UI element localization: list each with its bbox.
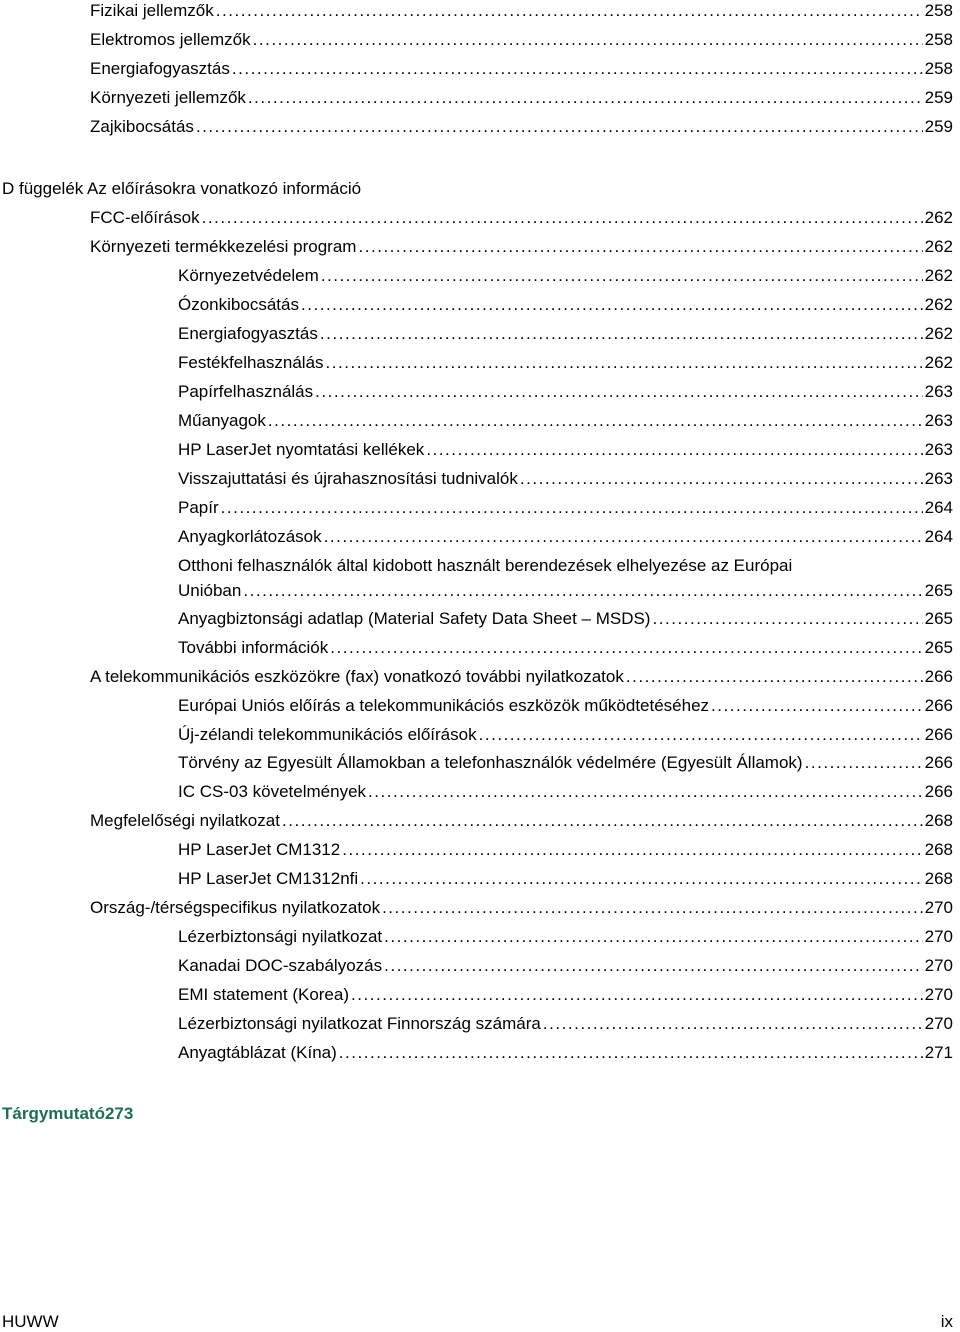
toc-entry[interactable]: [178, 410, 953, 431]
toc-entry-page: 266: [924, 753, 953, 772]
toc-leader-dots: [342, 839, 922, 860]
toc-entry-page: 271: [924, 1043, 953, 1062]
toc-entry-title: Papír: [178, 498, 219, 517]
toc-leader-dots: [320, 323, 923, 344]
toc-entry[interactable]: [178, 984, 953, 1005]
toc-entry-title: Környezetvédelem: [178, 266, 319, 285]
toc-entry-title: Új-zélandi telekommunikációs előírások: [178, 725, 477, 744]
chapter-heading[interactable]: D függelék Az előírásokra vonatkozó információ: [2, 179, 362, 198]
toc-entry[interactable]: [178, 497, 953, 518]
toc-entry-title: Lézerbiztonsági nyilatkozat Finnország számára: [178, 1014, 541, 1033]
toc-entry[interactable]: [90, 0, 953, 21]
toc-entry[interactable]: [178, 868, 953, 889]
toc-entry-title: Környezeti jellemzők: [90, 88, 246, 107]
toc-entry-page: 268: [924, 840, 953, 859]
toc-leader-dots: [384, 926, 923, 947]
toc-entry-page: 270: [924, 1014, 953, 1033]
toc-entry-page: 268: [924, 869, 953, 888]
toc-leader-dots: [339, 1042, 923, 1063]
toc-entry[interactable]: [90, 810, 953, 831]
toc-entry[interactable]: [178, 323, 953, 344]
toc-entry-title: Ózonkibocsátás: [178, 295, 299, 314]
toc-entry-title: Anyagtáblázat (Kína): [178, 1043, 337, 1062]
toc-entry[interactable]: [178, 439, 953, 460]
toc-entry[interactable]: [178, 637, 953, 658]
toc-entry[interactable]: [178, 781, 953, 802]
toc-entry[interactable]: [90, 116, 953, 137]
toc-entry-page: 263: [924, 411, 953, 430]
toc-leader-dots: [479, 724, 923, 745]
toc-entry[interactable]: [178, 468, 953, 489]
toc-entry-page: 264: [924, 527, 953, 546]
toc-entry[interactable]: [178, 352, 953, 373]
toc-entry-multiline[interactable]: [178, 555, 953, 601]
toc-entry-title: Anyagbiztonsági adatlap (Material Safety Data Sheet – MSDS): [178, 609, 651, 628]
toc-entry-title: Kanadai DOC-szabályozás: [178, 956, 383, 975]
toc-entry[interactable]: [178, 752, 953, 773]
toc-entry-title: Otthoni felhasználók által kidobott használt berendezések elhelyezése az Európai: [178, 556, 793, 575]
toc-entry-page: 263: [924, 469, 953, 488]
toc-leader-dots: [626, 666, 923, 687]
toc-entry-page: 258: [924, 30, 953, 49]
toc-entry[interactable]: [90, 207, 953, 228]
toc-entry-page: 265: [924, 638, 953, 657]
toc-entry[interactable]: [178, 839, 953, 860]
toc-entry-title: HP LaserJet CM1312nfi: [178, 869, 359, 888]
toc-leader-dots: [351, 984, 923, 1005]
toc-leader-dots: [282, 810, 923, 831]
toc-entry[interactable]: [178, 724, 953, 745]
index-page: 273: [104, 1104, 134, 1123]
toc-index-entry[interactable]: [2, 1103, 953, 1124]
toc-leader-dots: [202, 207, 923, 228]
toc-entry-title: Európai Uniós előírás a telekommunikációs eszközök működtetéséhez: [178, 696, 710, 715]
footer-doc-id: HUWW: [2, 1312, 59, 1331]
toc-leader-dots: [315, 381, 922, 402]
toc-leader-dots: [243, 580, 922, 601]
toc-leader-dots: [301, 294, 923, 315]
toc-leader-dots: [232, 58, 923, 79]
toc-entry-page: 259: [924, 88, 953, 107]
toc-entry[interactable]: [90, 87, 953, 108]
toc-entry-title-continuation: Unióban: [178, 581, 242, 600]
toc-leader-dots: [358, 236, 922, 257]
toc-entry[interactable]: [178, 1013, 953, 1034]
toc-entry-page: 268: [924, 811, 953, 830]
toc-leader-dots: [384, 955, 923, 976]
toc-entry-page: 266: [924, 782, 953, 801]
toc-leader-dots: [426, 439, 922, 460]
toc-entry-title: Papírfelhasználás: [178, 382, 314, 401]
toc-entry[interactable]: [178, 526, 953, 547]
toc-entry-page: 270: [924, 927, 953, 946]
toc-leader-dots: [805, 752, 923, 773]
toc-leader-dots: [368, 781, 923, 802]
toc-entry[interactable]: [178, 695, 953, 716]
toc-entry-title: Anyagkorlátozások: [178, 527, 322, 546]
toc-leader-dots: [324, 526, 923, 547]
toc-entry[interactable]: [178, 1042, 953, 1063]
toc-entry[interactable]: [90, 236, 953, 257]
toc-entry-page: 270: [924, 956, 953, 975]
toc-entry[interactable]: [178, 926, 953, 947]
toc-leader-dots: [321, 265, 923, 286]
toc-leader-dots: [326, 352, 923, 373]
toc-entry-title: IC CS-03 követelmények: [178, 782, 367, 801]
toc-entry-title: A telekommunikációs eszközökre (fax) vonatkozó további nyilatkozatok: [90, 667, 624, 686]
index-title: Tárgymutató: [2, 1104, 105, 1123]
toc-entry-title: Törvény az Egyesült Államokban a telefonhasználók védelmére (Egyesült Államok): [178, 753, 803, 772]
toc-entry-page: 270: [924, 898, 953, 917]
toc-entry-page: 262: [924, 208, 953, 227]
toc-leader-dots: [382, 897, 923, 918]
toc-entry-page: 265: [924, 581, 953, 600]
toc-entry-title: HP LaserJet nyomtatási kellékek: [178, 440, 425, 459]
toc-leader-dots: [221, 497, 923, 518]
toc-entry-title: Ország-/térségspecifikus nyilatkozatok: [90, 898, 381, 917]
toc-entry[interactable]: [90, 666, 953, 687]
toc-leader-dots: [196, 116, 923, 137]
toc-entry-page: 262: [924, 237, 953, 256]
toc-entry[interactable]: [178, 381, 953, 402]
toc-entry-page: 258: [924, 59, 953, 78]
footer-page-number: ix: [940, 1312, 953, 1331]
toc-leader-dots: [711, 695, 923, 716]
toc-entry-title: Festékfelhasználás: [178, 353, 324, 372]
toc-leader-dots: [253, 29, 923, 50]
toc-entry-page: 264: [924, 498, 953, 517]
toc-entry-page: 265: [924, 609, 953, 628]
toc-entry-title: EMI statement (Korea): [178, 985, 350, 1004]
toc-entry-page: 262: [924, 353, 953, 372]
toc-entry-page: 262: [924, 324, 953, 343]
toc-entry-title: Energiafogyasztás: [178, 324, 318, 343]
toc-entry-title: Energiafogyasztás: [90, 59, 230, 78]
toc-leader-dots: [248, 87, 923, 108]
toc-entry-title: Lézerbiztonsági nyilatkozat: [178, 927, 383, 946]
toc-leader-dots: [520, 468, 923, 489]
toc-entry-title: További információk: [178, 638, 329, 657]
toc-entry-title: Fizikai jellemzők: [90, 1, 214, 20]
toc-entry-page: 263: [924, 440, 953, 459]
toc-entry-title: Elektromos jellemzők: [90, 30, 251, 49]
toc-leader-dots: [360, 868, 922, 889]
toc-entry-title: Zajkibocsátás: [90, 117, 194, 136]
toc-leader-dots: [543, 1013, 923, 1034]
toc-entry-title: Visszajuttatási és újrahasznosítási tudnivalók: [178, 469, 518, 488]
toc-entry[interactable]: [178, 608, 953, 629]
toc-leader-dots: [330, 637, 922, 658]
toc-entry-title: FCC-előírások: [90, 208, 200, 227]
toc-entry[interactable]: [178, 294, 953, 315]
toc-leader-dots: [216, 0, 923, 21]
toc-entry-page: 262: [924, 295, 953, 314]
toc-leader-dots: [268, 410, 923, 431]
toc-entry[interactable]: [178, 955, 953, 976]
toc-entry[interactable]: [90, 58, 953, 79]
toc-entry-title: Környezeti termékkezelési program: [90, 237, 357, 256]
toc-entry[interactable]: [178, 265, 953, 286]
toc-entry-page: 270: [924, 985, 953, 1004]
toc-entry-page: 266: [924, 667, 953, 686]
toc-entry-title: Műanyagok: [178, 411, 266, 430]
toc-entry-page: 262: [924, 266, 953, 285]
toc-entry[interactable]: [90, 29, 953, 50]
toc-entry-page: 258: [924, 1, 953, 20]
toc-entry-page: 263: [924, 382, 953, 401]
toc-entry-page: 266: [924, 725, 953, 744]
toc-entry-page: 259: [924, 117, 953, 136]
toc-entry-page: 266: [924, 696, 953, 715]
toc-entry[interactable]: [90, 897, 953, 918]
toc-entry-title: HP LaserJet CM1312: [178, 840, 341, 859]
toc-entry-title: Megfelelőségi nyilatkozat: [90, 811, 280, 830]
toc-leader-dots: [652, 608, 922, 629]
